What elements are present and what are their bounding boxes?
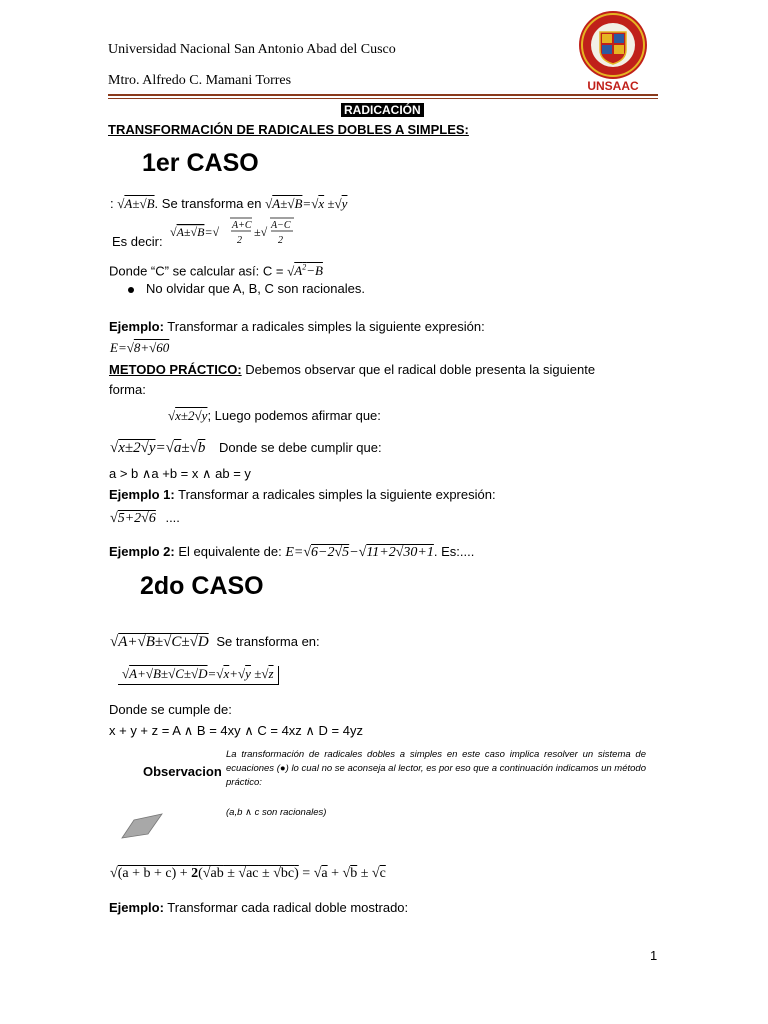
svg-text:A−C: A−C <box>271 220 291 231</box>
observacion-label: Observacion <box>143 764 222 779</box>
metodo-practico-formula: √(a + b + c) + 2(√ab ± √ac ± √bc) = √a + √b ± √c <box>110 866 386 881</box>
svg-text:2: 2 <box>237 235 242 246</box>
metodo-cumplir: √x±2√y=√a±√b Donde se debe cumplir que: <box>110 440 382 456</box>
caso2-heading: 2do CASO <box>140 572 264 600</box>
caso1-donde-c: Donde “C” se calcular así: $C = √A^2-B$ <box>109 263 323 279</box>
caso1-ejemplo1: Ejemplo 1: Transformar a radicales simples la siguiente expresión: <box>109 487 496 502</box>
metodo-condicion: a > b ∧a +b = x ∧ ab = y <box>109 466 251 481</box>
caso2-formula-line: √A+√B±√C±√D Se transforma en: <box>110 634 320 650</box>
pencil-icon <box>120 812 164 842</box>
university-logo <box>572 8 654 92</box>
svg-text:2: 2 <box>278 235 283 246</box>
caso1-es-decir-formula <box>170 216 300 252</box>
observacion-text: La transformación de radicales dobles a simples en este caso implica resolver un sistema de ecuaciones (●) lo cual no se aconseja al lector, es por eso que a continuación indicamos un método práctico: <box>226 749 646 788</box>
caso2-boxed-formula: √A+√B±√C±√D=√x+√y ±√z <box>118 666 279 685</box>
caso2-condicion: x + y + z = A ∧ B = 4xy ∧ C = 4xz ∧ D = 4yz <box>109 723 363 738</box>
metodo-luego: √x±2√y; Luego podemos afirmar que: <box>168 408 381 423</box>
bullet-icon <box>128 287 134 293</box>
caso1-heading: 1er CASO <box>142 149 259 177</box>
caso1-ejemplo2: Ejemplo 2: El equivalente de: E=√6−2√5−√11+2√30+1. Es:.... <box>109 544 475 560</box>
caso1-line1: : √A±√B. Se transforma en √A±√B=√x ±√y <box>110 196 348 211</box>
university-name: Universidad Nacional San Antonio Abad del Cusco <box>108 42 396 57</box>
caso1-ejemplo1-formula: √5+2√6 .... <box>110 510 180 526</box>
header-rule-thin <box>108 98 658 99</box>
caso1-bullet: No olvidar que A, B, C son racionales. <box>128 281 365 297</box>
section-subtitle: TRANSFORMACIÓN DE RADICALES DOBLES A SIMPLES: <box>108 122 469 137</box>
observacion-note: (a,b ∧ c son racionales) <box>226 807 327 818</box>
header-rule <box>108 94 658 96</box>
page-number: 1 <box>650 948 658 963</box>
metodo-practico: METODO PRÁCTICO: Debemos observar que el radical doble presenta la siguiente <box>109 362 596 377</box>
caso1-es-decir-label: Es decir: <box>112 234 163 249</box>
metodo-forma: forma: <box>109 382 146 397</box>
svg-text:±√: ±√ <box>254 225 268 239</box>
caso1-ejemplo-formula: E=√8+√60 <box>110 340 170 355</box>
teacher-name: Mtro. Alfredo C. Mamani Torres <box>108 73 292 88</box>
logo-text: UNSAAC <box>587 79 639 92</box>
page-title: RADICACIÓN <box>341 101 424 119</box>
caso2-ejemplo: Ejemplo: Transformar cada radical doble mostrado: <box>109 900 409 915</box>
caso1-ejemplo: Ejemplo: Transformar a radicales simples la siguiente expresión: <box>109 319 485 334</box>
svg-text:A+C: A+C <box>232 220 252 231</box>
svg-text:√A±√B=√: √A±√B=√ <box>170 225 220 239</box>
caso2-donde: Donde se cumple de: <box>109 702 232 717</box>
